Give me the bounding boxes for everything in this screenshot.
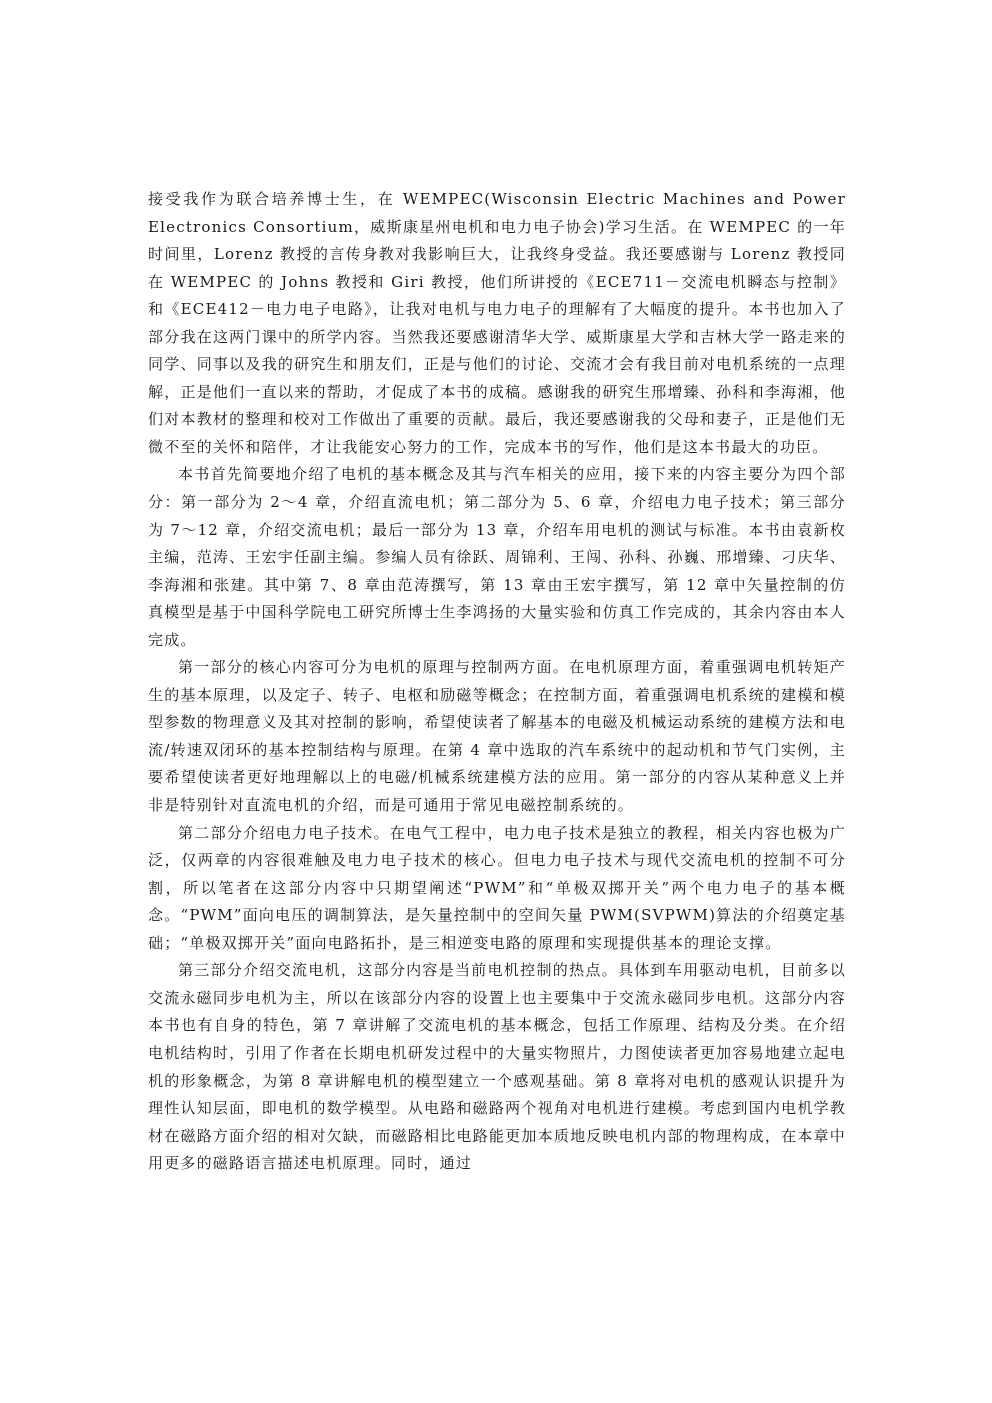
paragraph-book-structure: 本书首先简要地介绍了电机的基本概念及其与汽车相关的应用，接下来的内容主要分为四个部分：第一部分为 2～4 章，介绍直流电机；第二部分为 5、6 章，介绍电力电子技术；第三部分为 7～12 章，介绍交流电机；最后一部分为 13 章，介绍车用电机的测试与标准。本书由袁新枚主编，范涛、王宏宇任副主编。参编人员有徐跃、周锦利、王闯、孙科、孙巍、邢增臻、刁庆华、李海湘和张建。其中第 7、8 章由范涛撰写，第 13 章由王宏宇撰写，第 12 章中矢量控制的仿真模型是基于中国科学院电工研究所博士生李鸿扬的大量实验和仿真工作完成的，其余内容由本人完成。 <box>148 465 846 649</box>
paragraph-part-one: 第一部分的核心内容可分为电机的原理与控制两方面。在电机原理方面，着重强调电机转矩产生的基本原理，以及定子、转子、电枢和励磁等概念；在控制方面，着重强调电机系统的建模和模型参数的物理意义及其对控制的影响，希望使读者了解基本的电磁及机械运动系统的建模方法和电流/转速双闭环的基本控制结构与原理。在第 4 章中选取的汽车系统中的起动机和节气门实例，主要希望使读者更好地理解以上的电磁/机械系统建模方法的应用。第一部分的内容从某种意义上并非是特别针对直流电机的介绍，而是可通用于常见电磁控制系统的。 <box>148 658 846 815</box>
paragraph-part-two: 第二部分介绍电力电子技术。在电气工程中，电力电子技术是独立的教程，相关内容也极为广泛，仅两章的内容很难触及电力电子技术的核心。但电力电子技术与现代交流电机的控制不可分割，所以笔者在这部分内容中只期望阐述“PWM”和“单极双掷开关”两个电力电子的基本概念。“PWM”面向电压的调制算法，是矢量控制中的空间矢量 PWM(SVPWM)算法的介绍奠定基础；“单极双掷开关”面向电路拓扑，是三相逆变电路的原理和实现提供基本的理论支撑。 <box>148 823 846 952</box>
document-page <box>148 186 846 1178</box>
paragraph-part-three: 第三部分介绍交流电机，这部分内容是当前电机控制的热点。具体到车用驱动电机，目前多以交流永磁同步电机为主，所以在该部分内容的设置上也主要集中于交流永磁同步电机。这部分内容本书也有自身的特色，第 7 章讲解了交流电机的基本概念，包括工作原理、结构及分类。在介绍电机结构时，引用了作者在长期电机研发过程中的大量实物照片，力图使读者更加容易地建立起电机的形象概念，为第 8 章讲解电机的模型建立一个感观基础。第 8 章将对电机的感观认识提升为理性认知层面，即电机的数学模型。从电路和磁路两个视角对电机进行建模。考虑到国内电机学教材在磁路方面介绍的相对欠缺，而磁路相比电路能更加本质地反映电机内部的物理构成，在本章中用更多的磁路语言描述电机原理。同时，通过 <box>148 961 846 1173</box>
paragraph-acknowledgement-continued: 接受我作为联合培养博士生，在 WEMPEC(Wisconsin Electric Machines and Power Electronics Consortium，威斯康星州电机和电力电子协会)学习生活。在 WEMPEC 的一年时间里，Lorenz 教授的言传身教对我影响巨大，让我终身受益。我还要感谢与 Lorenz 教授同在 WEMPEC 的 Johns 教授和 Giri 教授，他们所讲授的《ECE711－交流电机瞬态与控制》和《ECE412－电力电子电路》，让我对电机与电力电子的理解有了大幅度的提升。本书也加入了部分我在这两门课中的所学内容。当然我还要感谢清华大学、威斯康星大学和吉林大学一路走来的同学、同事以及我的研究生和朋友们，正是与他们的讨论、交流才会有我目前对电机系统的一点理解，正是他们一直以来的帮助，才促成了本书的成稿。感谢我的研究生邢增臻、孙科和李海湘，他们对本教材的整理和校对工作做出了重要的贡献。最后，我还要感谢我的父母和妻子，正是他们无微不至的关怀和陪伴，才让我能安心努力的工作，完成本书的写作，他们是这本书最大的功臣。 <box>148 190 846 456</box>
